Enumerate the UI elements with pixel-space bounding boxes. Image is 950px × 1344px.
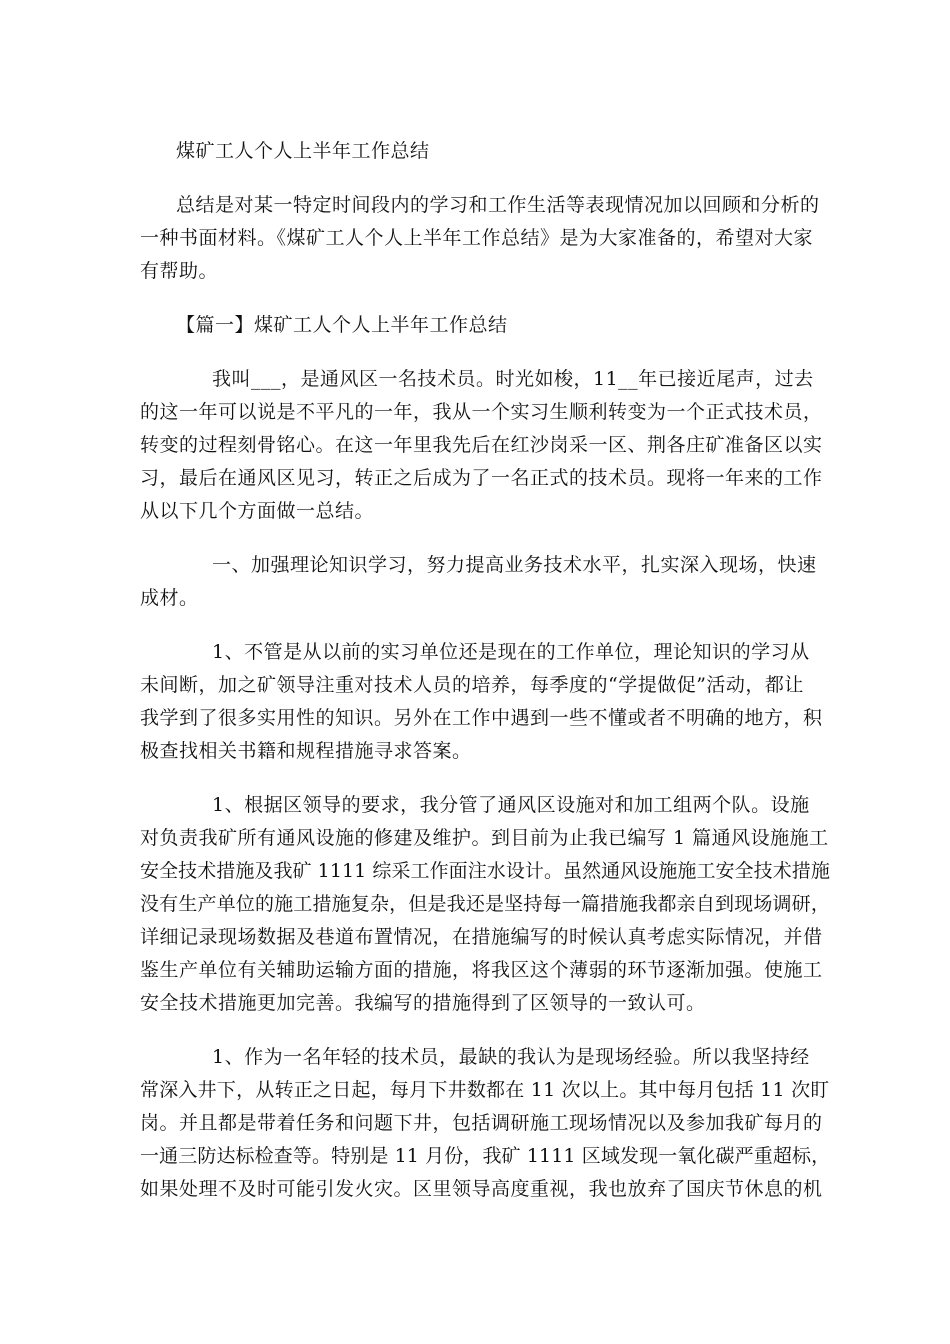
para4-line-3: 安全技术措施及我矿 1111 综采工作面注水设计。虽然通风设施施工安全技术措施 bbox=[140, 860, 830, 882]
para5-line-2: 常深入井下，从转正之日起，每月下井数都在 11 次以上。其中每月包括 11 次盯 bbox=[140, 1079, 830, 1101]
para1-line-2: 的这一年可以说是不平凡的一年，我从一个实习生顺利转变为一个正式技术员， bbox=[140, 401, 823, 423]
para3-line-3: 我学到了很多实用性的知识。另外在工作中遇到一些不懂或者不明确的地方，积 bbox=[140, 707, 823, 729]
section-heading: 【篇一】煤矿工人个人上半年工作总结 bbox=[176, 314, 508, 336]
para4-line-2: 对负责我矿所有通风设施的修建及维护。到目前为止我已编写 1 篇通风设施施工 bbox=[140, 827, 829, 849]
para5-line-3: 岗。并且都是带着任务和问题下井，包括调研施工现场情况以及参加我矿每月的 bbox=[140, 1112, 823, 1134]
para1-line-4: 习，最后在通风区见习，转正之后成为了一名正式的技术员。现将一年来的工作 bbox=[140, 467, 823, 489]
para5-line-4: 一通三防达标检查等。特别是 11 月份，我矿 1111 区域发现一氧化碳严重超标， bbox=[140, 1145, 831, 1167]
document-title: 煤矿工人个人上半年工作总结 bbox=[176, 140, 430, 162]
para4-line-1: 1、根据区领导的要求，我分管了通风区设施对和加工组两个队。设施 bbox=[212, 794, 810, 816]
para4-line-4: 没有生产单位的施工措施复杂，但是我还是坚持每一篇措施我都亲自到现场调研， bbox=[140, 893, 831, 915]
para4-line-6: 鉴生产单位有关辅助运输方面的措施，将我区这个薄弱的环节逐渐加强。使施工 bbox=[140, 959, 823, 981]
para4-line-7: 安全技术措施更加完善。我编写的措施得到了区领导的一致认可。 bbox=[140, 992, 706, 1014]
para5-line-5: 如果处理不及时可能引发火灾。区里领导高度重视，我也放弃了国庆节休息的机 bbox=[140, 1178, 823, 1200]
para1-line-5: 从以下几个方面做一总结。 bbox=[140, 500, 375, 522]
para3-line-1: 1、不管是从以前的实习单位还是现在的工作单位，理论知识的学习从 bbox=[212, 641, 810, 663]
para1-line-3: 转变的过程刻骨铭心。在这一年里我先后在红沙岗采一区、荆各庄矿准备区以实 bbox=[140, 434, 823, 456]
para5-line-1: 1、作为一名年轻的技术员，最缺的我认为是现场经验。所以我坚持经 bbox=[212, 1046, 810, 1068]
para1-line-1: 我叫___，是通风区一名技术员。时光如梭，11__年已接近尾声，过去 bbox=[212, 368, 814, 390]
para3-line-2: 未间断，加之矿领导注重对技术人员的培养，每季度的“学提做促”活动，都让 bbox=[140, 674, 804, 696]
para3-line-4: 极查找相关书籍和规程措施寻求答案。 bbox=[140, 740, 472, 762]
para4-line-5: 详细记录现场数据及巷道布置情况，在措施编写的时候认真考虑实际情况，并借 bbox=[140, 926, 823, 948]
para2-line-2: 成材。 bbox=[140, 587, 199, 609]
para2-line-1: 一、加强理论知识学习，努力提高业务技术水平，扎实深入现场，快速 bbox=[212, 554, 817, 576]
intro-line-1: 总结是对某一特定时间段内的学习和工作生活等表现情况加以回顾和分析的 bbox=[176, 194, 820, 216]
intro-line-2: 一种书面材料。《煤矿工人个人上半年工作总结》是为大家准备的，希望对大家 bbox=[140, 227, 814, 249]
intro-line-3: 有帮助。 bbox=[140, 260, 219, 282]
